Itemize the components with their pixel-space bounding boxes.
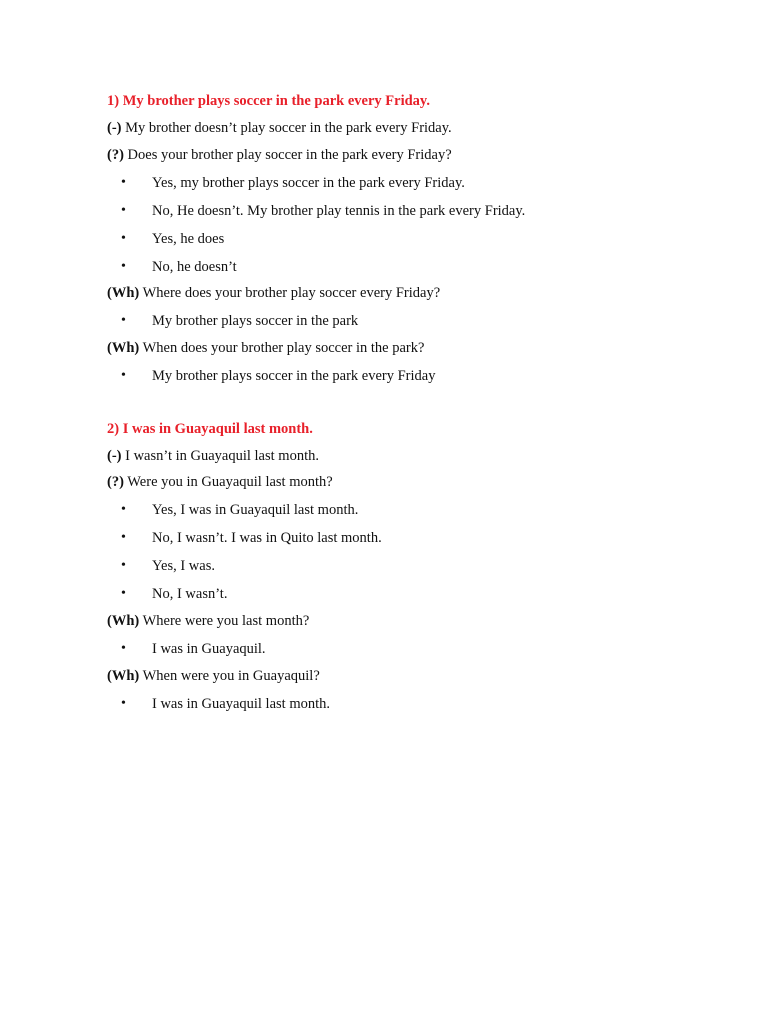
section-2-wh-when [107,667,320,685]
answer-text: Yes, he does [152,231,225,247]
wh-text: Where were you last month? [139,613,310,629]
answer-text: Yes, I was in Guayaquil last month. [152,502,359,518]
answer-text: No, I wasn’t. [152,586,228,602]
answer-text: I was in Guayaquil. [152,641,266,657]
section-2-wh-where [107,612,309,630]
bullet-icon: • [121,368,126,383]
answer-text: My brother plays soccer in the park every Friday [152,368,436,384]
question-tag: (?) [107,474,124,490]
wh-text: Where does your brother play soccer every Friday? [139,285,441,301]
answer-text: Yes, my brother plays soccer in the park every Friday. [152,175,465,191]
bullet-icon: • [121,502,126,517]
section-2-question [107,473,333,491]
bullet-icon: • [121,203,126,218]
wh-tag: (Wh) [107,285,140,301]
wh-tag: (Wh) [107,613,140,629]
question-tag: (?) [107,147,124,163]
bullet-icon: • [121,313,126,328]
bullet-icon: • [121,696,126,711]
section-2-heading: 2) I was in Guayaquil last month. [107,421,313,437]
bullet-icon: • [121,231,126,246]
answer-text: No, he doesn’t [152,259,237,275]
bullet-icon: • [121,175,126,190]
answer-text: Yes, I was. [152,558,215,574]
section-2-negative [107,447,319,465]
bullet-icon: • [121,530,126,545]
negative-text: My brother doesn’t play soccer in the park every Friday. [121,120,452,136]
wh-text: When were you in Guayaquil? [139,668,320,684]
bullet-icon: • [121,259,126,274]
answer-text: No, He doesn’t. My brother play tennis in the park every Friday. [152,203,526,219]
negative-tag: (-) [107,120,122,136]
question-text: Were you in Guayaquil last month? [123,474,333,490]
wh-tag: (Wh) [107,668,140,684]
negative-text: I wasn’t in Guayaquil last month. [121,448,319,464]
answer-text: No, I wasn’t. I was in Quito last month. [152,530,382,546]
section-1-question [107,146,452,164]
answer-text: I was in Guayaquil last month. [152,696,331,712]
wh-text: When does your brother play soccer in the park? [139,340,425,356]
answer-text: My brother plays soccer in the park [152,313,359,329]
wh-tag: (Wh) [107,340,140,356]
negative-tag: (-) [107,448,122,464]
bullet-icon: • [121,558,126,573]
section-1-negative [107,119,452,137]
bullet-icon: • [121,586,126,601]
section-1-heading: 1) My brother plays soccer in the park every Friday. [107,93,430,109]
section-1-wh-where [107,284,440,302]
bullet-icon: • [121,641,126,656]
question-text: Does your brother play soccer in the park every Friday? [123,147,452,163]
section-1-wh-when [107,339,424,357]
